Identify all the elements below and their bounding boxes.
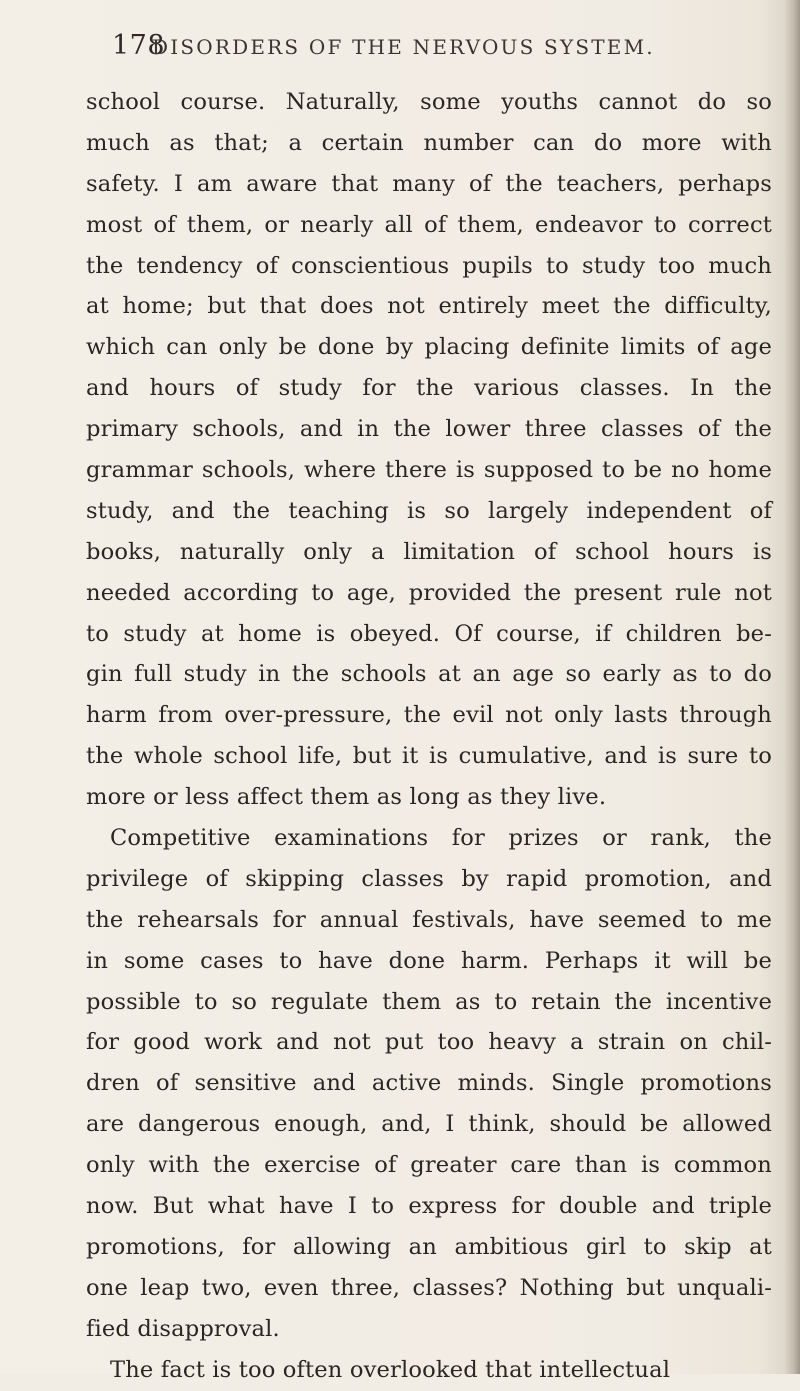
text-line: grammar schools, where there is supposed to be no home: [86, 457, 772, 484]
text-line: for good work and not put too heavy a strain on chil-: [86, 1029, 772, 1056]
text-line: much as that; a certain number can do more with: [86, 129, 772, 156]
text-line: most of them, or nearly all of them, endeavor to correct: [86, 211, 772, 238]
text-line: needed according to age, provided the present rule not: [86, 579, 772, 606]
text-line: only with the exercise of greater care than is common: [86, 1152, 772, 1179]
text-line: harm from over-pressure, the evil not only lasts through: [86, 702, 772, 729]
text-line: possible to so regulate them as to retain the incentive: [86, 988, 772, 1015]
text-line: the tendency of conscientious pupils to study too much: [86, 252, 772, 279]
page-edge-shadow: [784, 0, 800, 1374]
text-line: which can only be done by placing definite limits of age: [86, 334, 772, 361]
text-line: school course. Naturally, some youths cannot do so: [86, 89, 772, 115]
text-line: study, and the teaching is so largely independent of: [86, 497, 772, 524]
text-line: one leap two, even three, classes? Nothing but unquali-: [86, 1274, 772, 1301]
page-number: 178: [112, 30, 166, 61]
paragraph-end-line: more or less affect them as long as they live.: [86, 784, 607, 811]
paragraph-end-line: fied disapproval.: [86, 1315, 280, 1342]
text-line: are dangerous enough, and, I think, should be allowed: [86, 1111, 772, 1138]
text-line: privilege of skipping classes by rapid promotion, and: [86, 865, 772, 892]
running-head: DISORDERS OF THE NERVOUS SYSTEM.: [152, 35, 655, 59]
text-line: dren of sensitive and active minds. Single promotions: [86, 1070, 772, 1097]
text-line: primary schools, and in the lower three classes of the: [86, 416, 772, 443]
text-line: and hours of study for the various classes. In the: [86, 375, 772, 402]
body-text: [86, 82, 772, 1391]
text-line: now. But what have I to express for double and triple: [86, 1193, 772, 1220]
page-header: [112, 30, 772, 70]
text-line: to study at home is obeyed. Of course, if children be-: [86, 620, 772, 647]
text-line: in some cases to have done harm. Perhaps it will be: [86, 947, 772, 974]
paragraph-start-line: The fact is too often overlooked that intellectual: [110, 1356, 671, 1383]
text-line: the whole school life, but it is cumulative, and is sure to: [86, 743, 772, 770]
text-line: at home; but that does not entirely meet the difficulty,: [86, 293, 772, 320]
text-line: books, naturally only a limitation of school hours is: [86, 538, 772, 565]
text-line: the rehearsals for annual festivals, have seemed to me: [86, 906, 772, 933]
text-line: gin full study in the schools at an age so early as to do: [86, 661, 772, 688]
paragraph-start-line: Competitive examinations for prizes or rank, the: [110, 825, 772, 852]
text-line: promotions, for allowing an ambitious girl to skip at: [86, 1233, 772, 1260]
text-line: safety. I am aware that many of the teachers, perhaps: [86, 170, 772, 197]
